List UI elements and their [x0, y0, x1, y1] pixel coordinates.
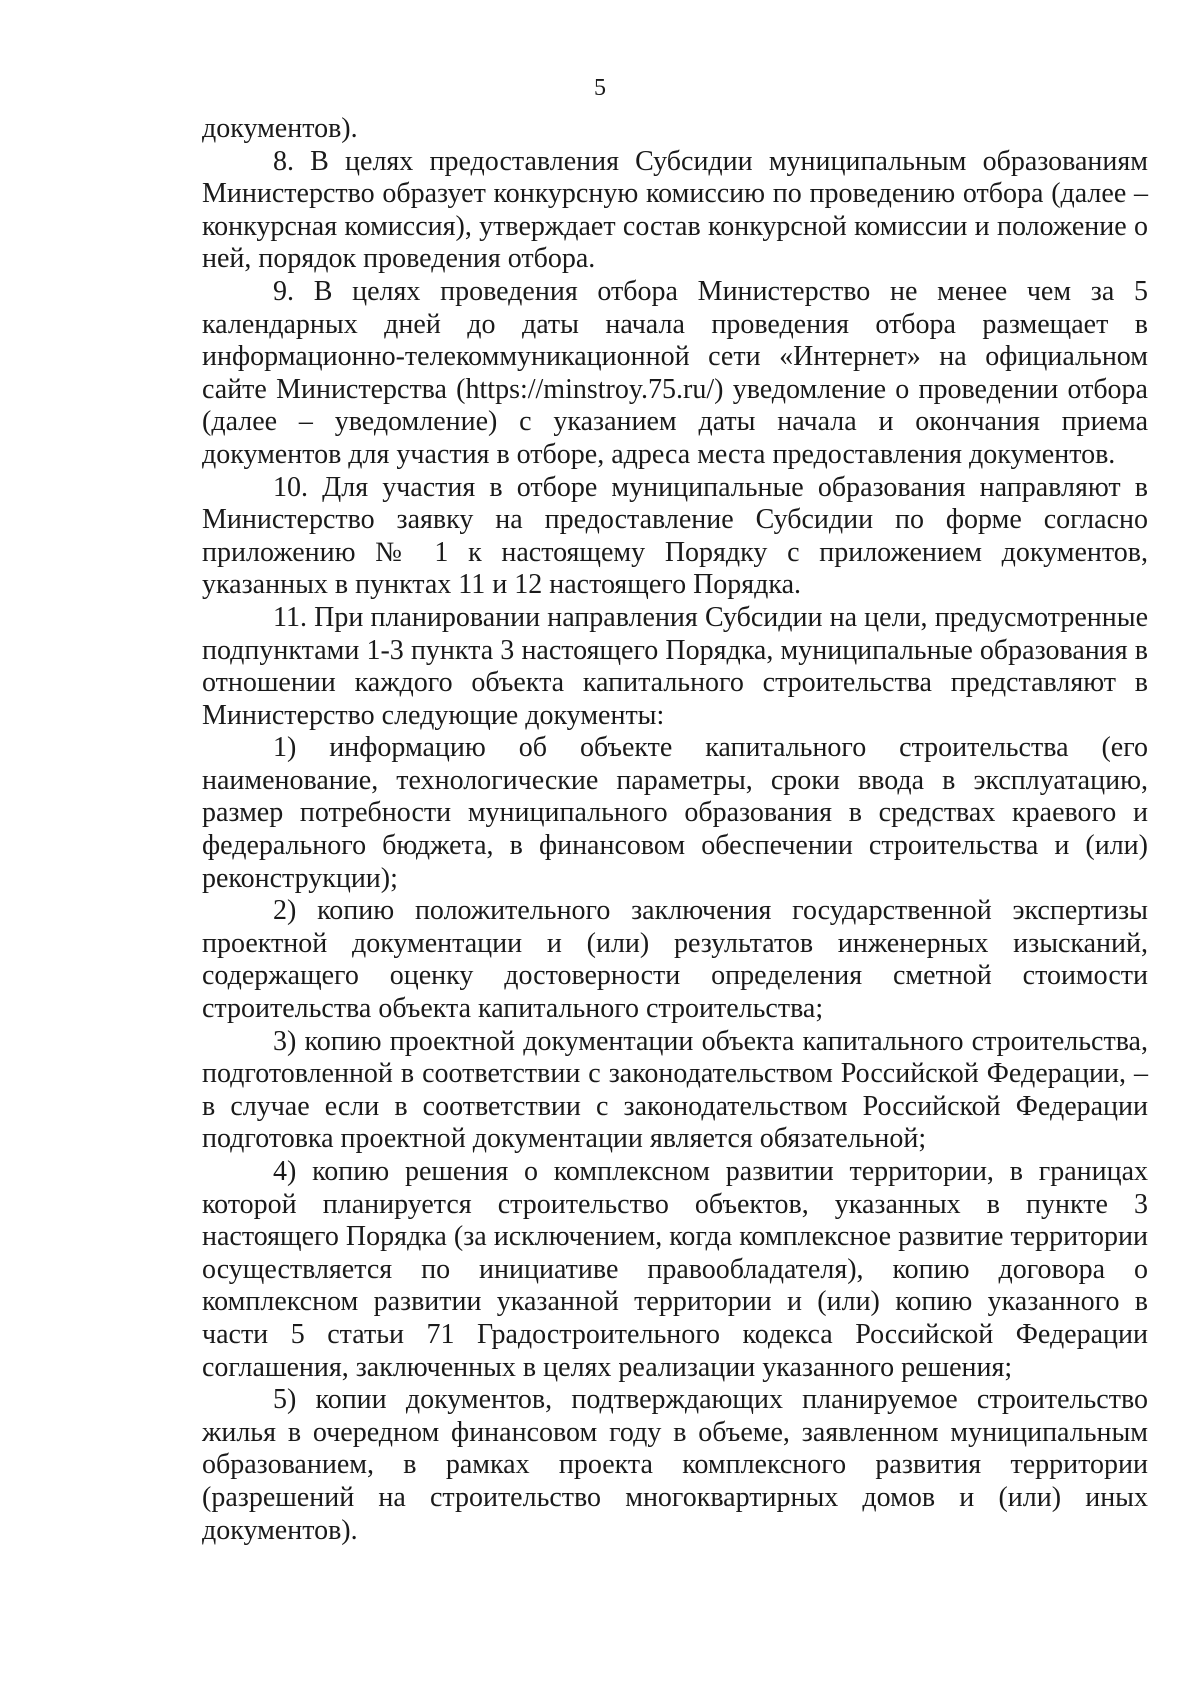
page-number: 5	[594, 75, 606, 101]
document-body	[202, 113, 1148, 1547]
subitem-5: 5) копии документов, подтверждающих планируемое строительство жилья в очередном финансовом году в объеме, заявленном муниципальным образованием, в рамках проекта комплексного развития территории (разрешений на строительство многоквартирных домов и (или) иных документов).	[202, 1384, 1148, 1546]
paragraph-continuation: документов).	[202, 113, 358, 144]
paragraph-item-9: 9. В целях проведения отбора Министерство не менее чем за 5 календарных дней до даты начала проведения отбора размещает в информационно-телекоммуникационной сети «Интернет» на официальном сайте Министерства (https://minstroy.75.ru/) уведомление о проведении отбора (далее – уведомление) с указанием даты начала и окончания приема документов для участия в отборе, адреса места предоставления документов.	[202, 275, 1148, 470]
subitem-1: 1) информацию об объекте капитального строительства (его наименование, технологические параметры, сроки ввода в эксплуатацию, размер потребности муниципального образования в средствах краевого и федерального бюджета, в финансовом обеспечении строительства и (или) реконструкции);	[202, 732, 1148, 894]
subitem-2: 2) копию положительного заключения государственной экспертизы проектной документации и (или) результатов инженерных изысканий, содержащего оценку достоверности определения сметной стоимости строительства объекта капитального строительства;	[202, 895, 1148, 1025]
subitem-4: 4) копию решения о комплексном развитии территории, в границах которой планируется строительство объектов, указанных в пункте 3 настоящего Порядка (за исключением, когда комплексное развитие территории осуществляется по инициативе правообладателя), копию договора о комплексном развитии указанной территории и (или) копию указанного в части 5 статьи 71 Градостроительного кодекса Российской Федерации соглашения, заключенных в целях реализации указанного решения;	[202, 1156, 1148, 1383]
subitem-3: 3) копию проектной документации объекта капитального строительства, подготовленной в соответствии с законодательством Российской Федерации, – в случае если в соответствии с законодательством Российской Федерации подготовка проектной документации является обязательной;	[202, 1025, 1148, 1155]
paragraph-item-10: 10. Для участия в отборе муниципальные образования направляют в Министерство заявку на предоставление Субсидии по форме согласно приложению № 1 к настоящему Порядку с приложением документов, указанных в пунктах 11 и 12 настоящего Порядка.	[202, 471, 1148, 601]
paragraph-item-11: 11. При планировании направления Субсидии на цели, предусмотренные подпунктами 1-3 пункта 3 настоящего Порядка, муниципальные образования в отношении каждого объекта капитального строительства представляют в Министерство следующие документы:	[202, 601, 1148, 731]
paragraph-item-8: 8. В целях предоставления Субсидии муниципальным образованиям Министерство образует конкурсную комиссию по проведению отбора (далее – конкурсная комиссия), утверждает состав конкурсной комиссии и положение о ней, порядок проведения отбора.	[202, 145, 1148, 275]
